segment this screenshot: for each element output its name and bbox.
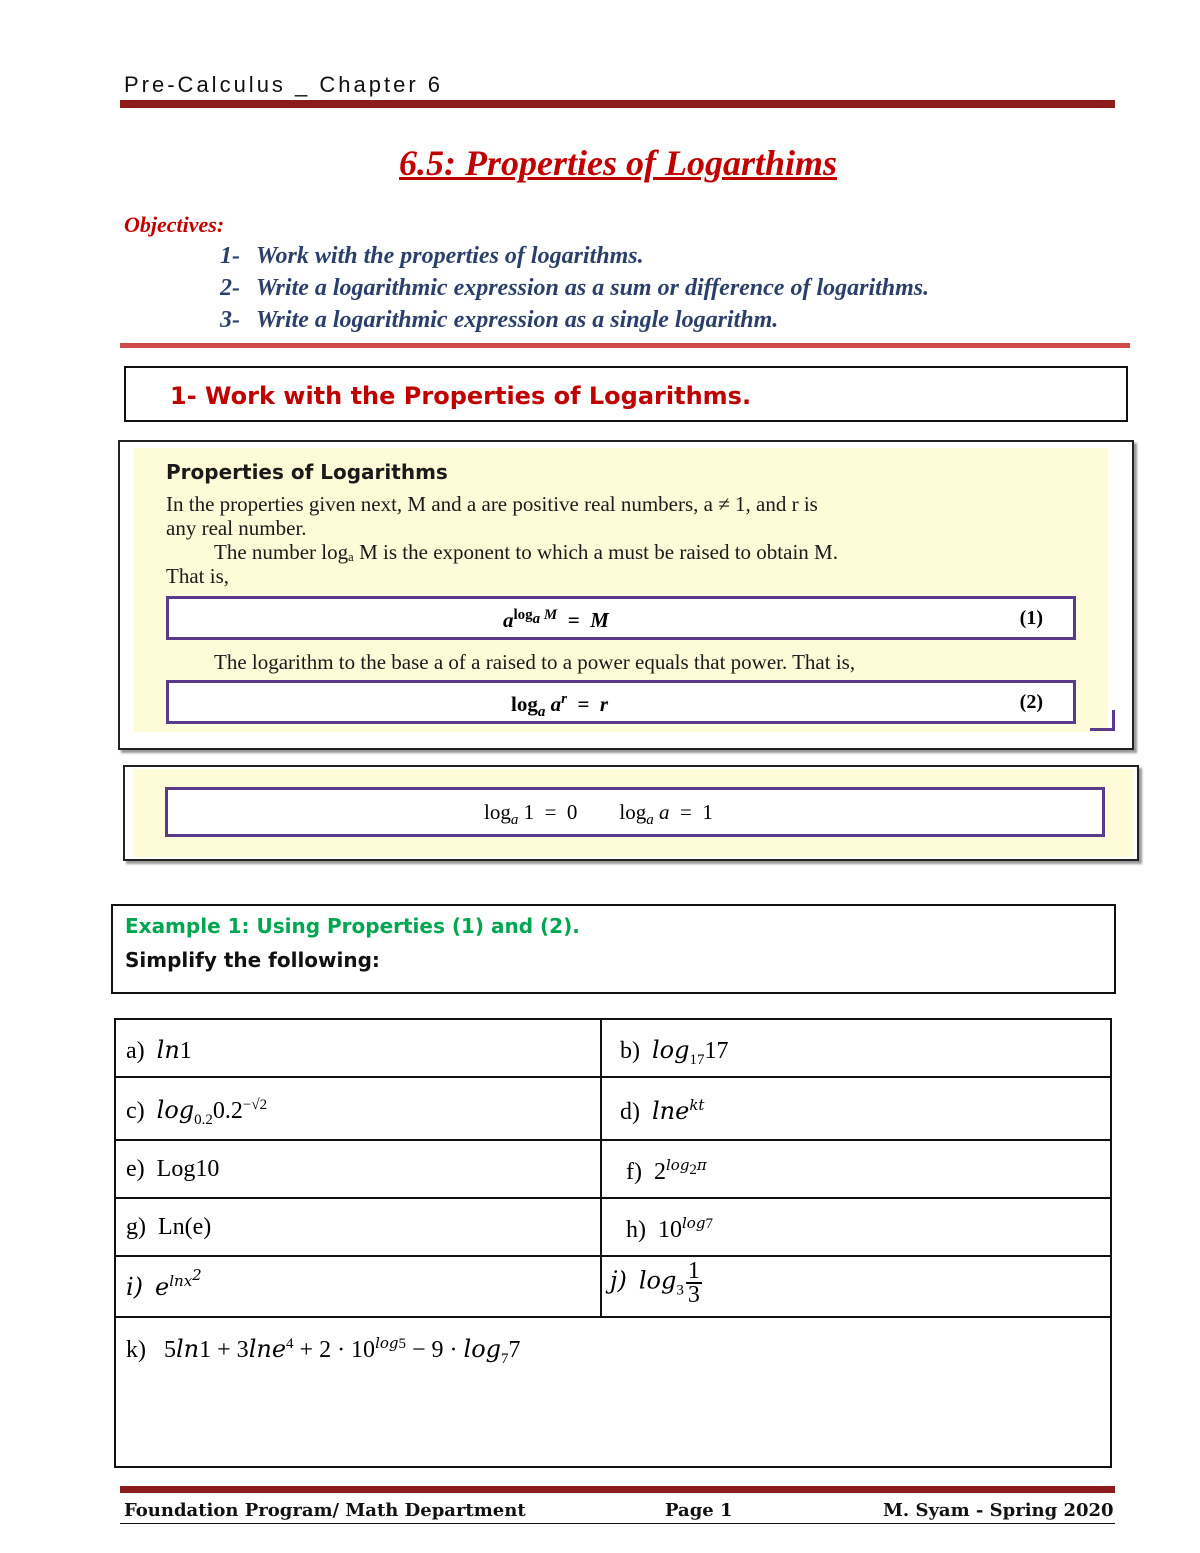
example-box [111,904,1116,994]
property-2-tag: (2) [1019,691,1043,713]
header-rule [120,100,1115,108]
page-title: 6.5: Properties of Logarthims [399,143,837,183]
property-2-formula: $\log_a a^r = r$ [511,691,609,721]
objectives-heading: Objectives: [124,212,225,237]
objective-item: 3- Write a logarithmic expression as a single logarithm. [220,307,779,333]
properties-text: The logarithm to the base a of a raised to a power equals that power. That is, [214,650,856,674]
problem-e: e) Log10 [126,1156,220,1182]
property-1-box [166,596,1076,640]
footer-right: M. Syam - Spring 2020 [883,1500,1114,1521]
properties-figure [118,440,1134,750]
property-1-tag: (1) [1019,607,1043,629]
problem-c: c) $\log_{0.2}0.2^{-√2}$ [126,1096,268,1128]
running-header: Pre-Calculus _ Chapter 6 [124,72,444,97]
footer-page-number: Page 1 [665,1500,733,1521]
section-heading-box [124,366,1128,422]
problems-table [114,1018,1112,1468]
footer-underline [120,1523,1115,1524]
problem-k: k) $5\ln 1 + 3\ln e^4 + 2 \cdot 10^{log5} - 9 \cdot \log_77$ [126,1334,521,1367]
basic-properties-box [165,787,1105,837]
property-2-box [166,680,1076,724]
problem-j: j) $\log_3$ $\frac{1}{3}$ [610,1258,700,1308]
properties-text: any real number. [166,516,307,540]
example-title: Example 1: Using Properties (1) and (2). [125,914,580,938]
footer-left: Foundation Program/ Math Department [124,1500,526,1521]
section-heading: 1- Work with the Properties of Logarithms. [170,382,752,410]
properties-figure-2 [123,765,1139,861]
properties-text: The number logₐ M is the exponent to which a must be raised to obtain M. [214,540,838,564]
problem-d: d) lne$^{kt}$ [620,1096,705,1125]
properties-text: That is, [166,564,229,588]
basic-properties-formula: $\log_a 1 = 0$ $\log_a a = 1$ [484,800,713,829]
problem-g: g) Ln(e) [126,1214,212,1240]
properties-text: In the properties given next, M and a are positive real numbers, a ≠ 1, and r is [166,492,818,516]
problem-i: i) $e^{lnx^2}$ [126,1266,202,1301]
example-subtitle: Simplify the following: [125,948,380,972]
corner-mark [1090,710,1115,731]
objectives-list [220,240,929,336]
section-rule [120,343,1130,348]
problem-f: f) $2^{log_2\pi}$ [626,1156,707,1185]
problem-b: b) $\log_{17}17$ [620,1036,729,1068]
objective-item: 1- Work with the properties of logarithms. [220,243,644,269]
property-1-formula: $a^{log_a M} = M$ [503,607,609,632]
properties-heading: Properties of Logarithms [166,460,448,484]
footer-rule [120,1486,1115,1493]
objective-item: 2- Write a logarithmic expression as a sum or difference of logarithms. [220,275,930,301]
problem-a: a) ln1 [126,1036,192,1064]
problem-h: h) $10^{log7}$ [626,1214,713,1243]
